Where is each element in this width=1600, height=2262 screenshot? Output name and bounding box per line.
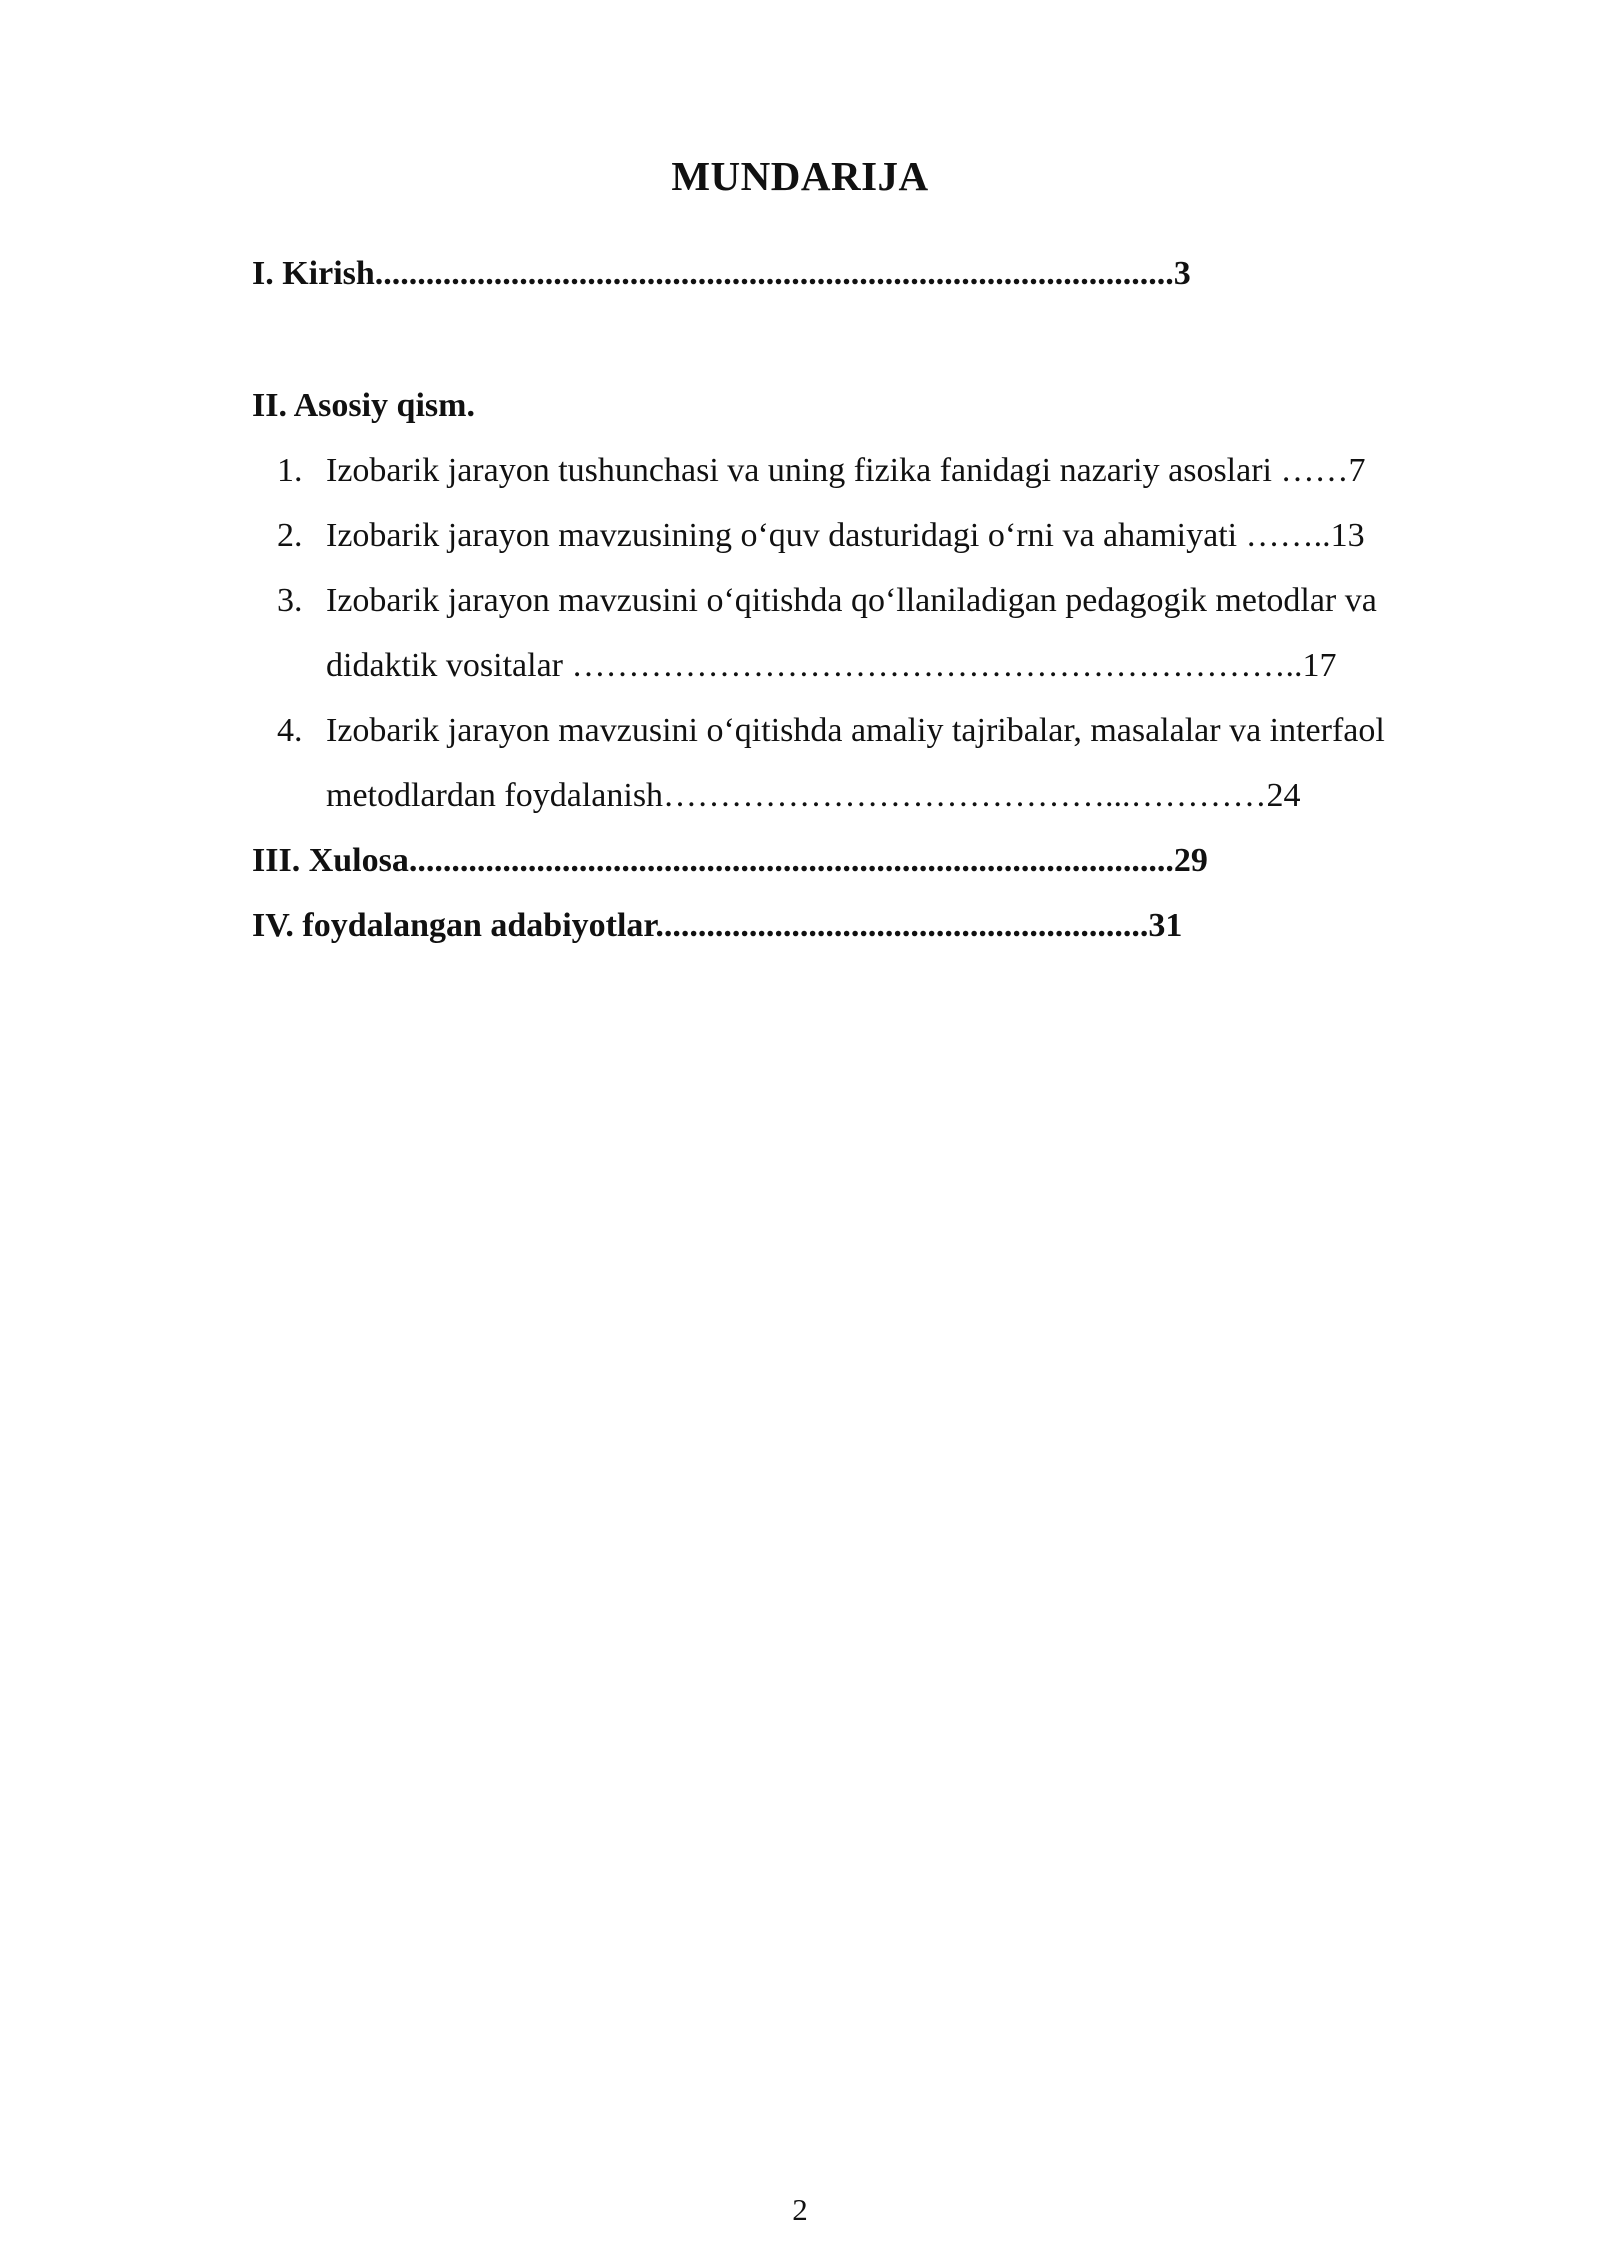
toc-subitem-text: Izobarik jarayon mavzusining o‘quv dasturidagi o‘rni va ahamiyati ……..13 (326, 517, 1365, 554)
toc-subitem-number: 3. (277, 582, 303, 619)
toc-subitem-text-continued: didaktik vositalar ………………………………………………………..17 (326, 647, 1337, 684)
toc-subitem-number: 4. (277, 712, 303, 749)
page-number: 2 (792, 2192, 808, 2227)
toc-entry-references: IV. foydalangan adabiyotlar..........................................................31 (252, 907, 1183, 944)
toc-subitem-text: Izobarik jarayon mavzusini o‘qitishda amaliy tajribalar, masalalar va interfaol (326, 712, 1385, 749)
toc-subitem-number: 1. (277, 452, 303, 489)
toc-entry-conclusion: III. Xulosa..........................................................................................29 (252, 842, 1208, 879)
toc-subitem-text: Izobarik jarayon mavzusini o‘qitishda qo‘llaniladigan pedagogik metodlar va (326, 582, 1377, 619)
toc-subitem-text: Izobarik jarayon tushunchasi va uning fizika fanidagi nazariy asoslari ……7 (326, 452, 1366, 489)
toc-section-heading-main: II. Asosiy qism. (252, 387, 475, 424)
toc-subitem-text-continued: metodlardan foydalanish…………………………………...…………24 (326, 777, 1301, 814)
toc-entry-intro: I. Kirish..............................................................................................3 (252, 255, 1191, 292)
toc-subitem-number: 2. (277, 517, 303, 554)
page-title: MUNDARIJA (671, 153, 929, 199)
